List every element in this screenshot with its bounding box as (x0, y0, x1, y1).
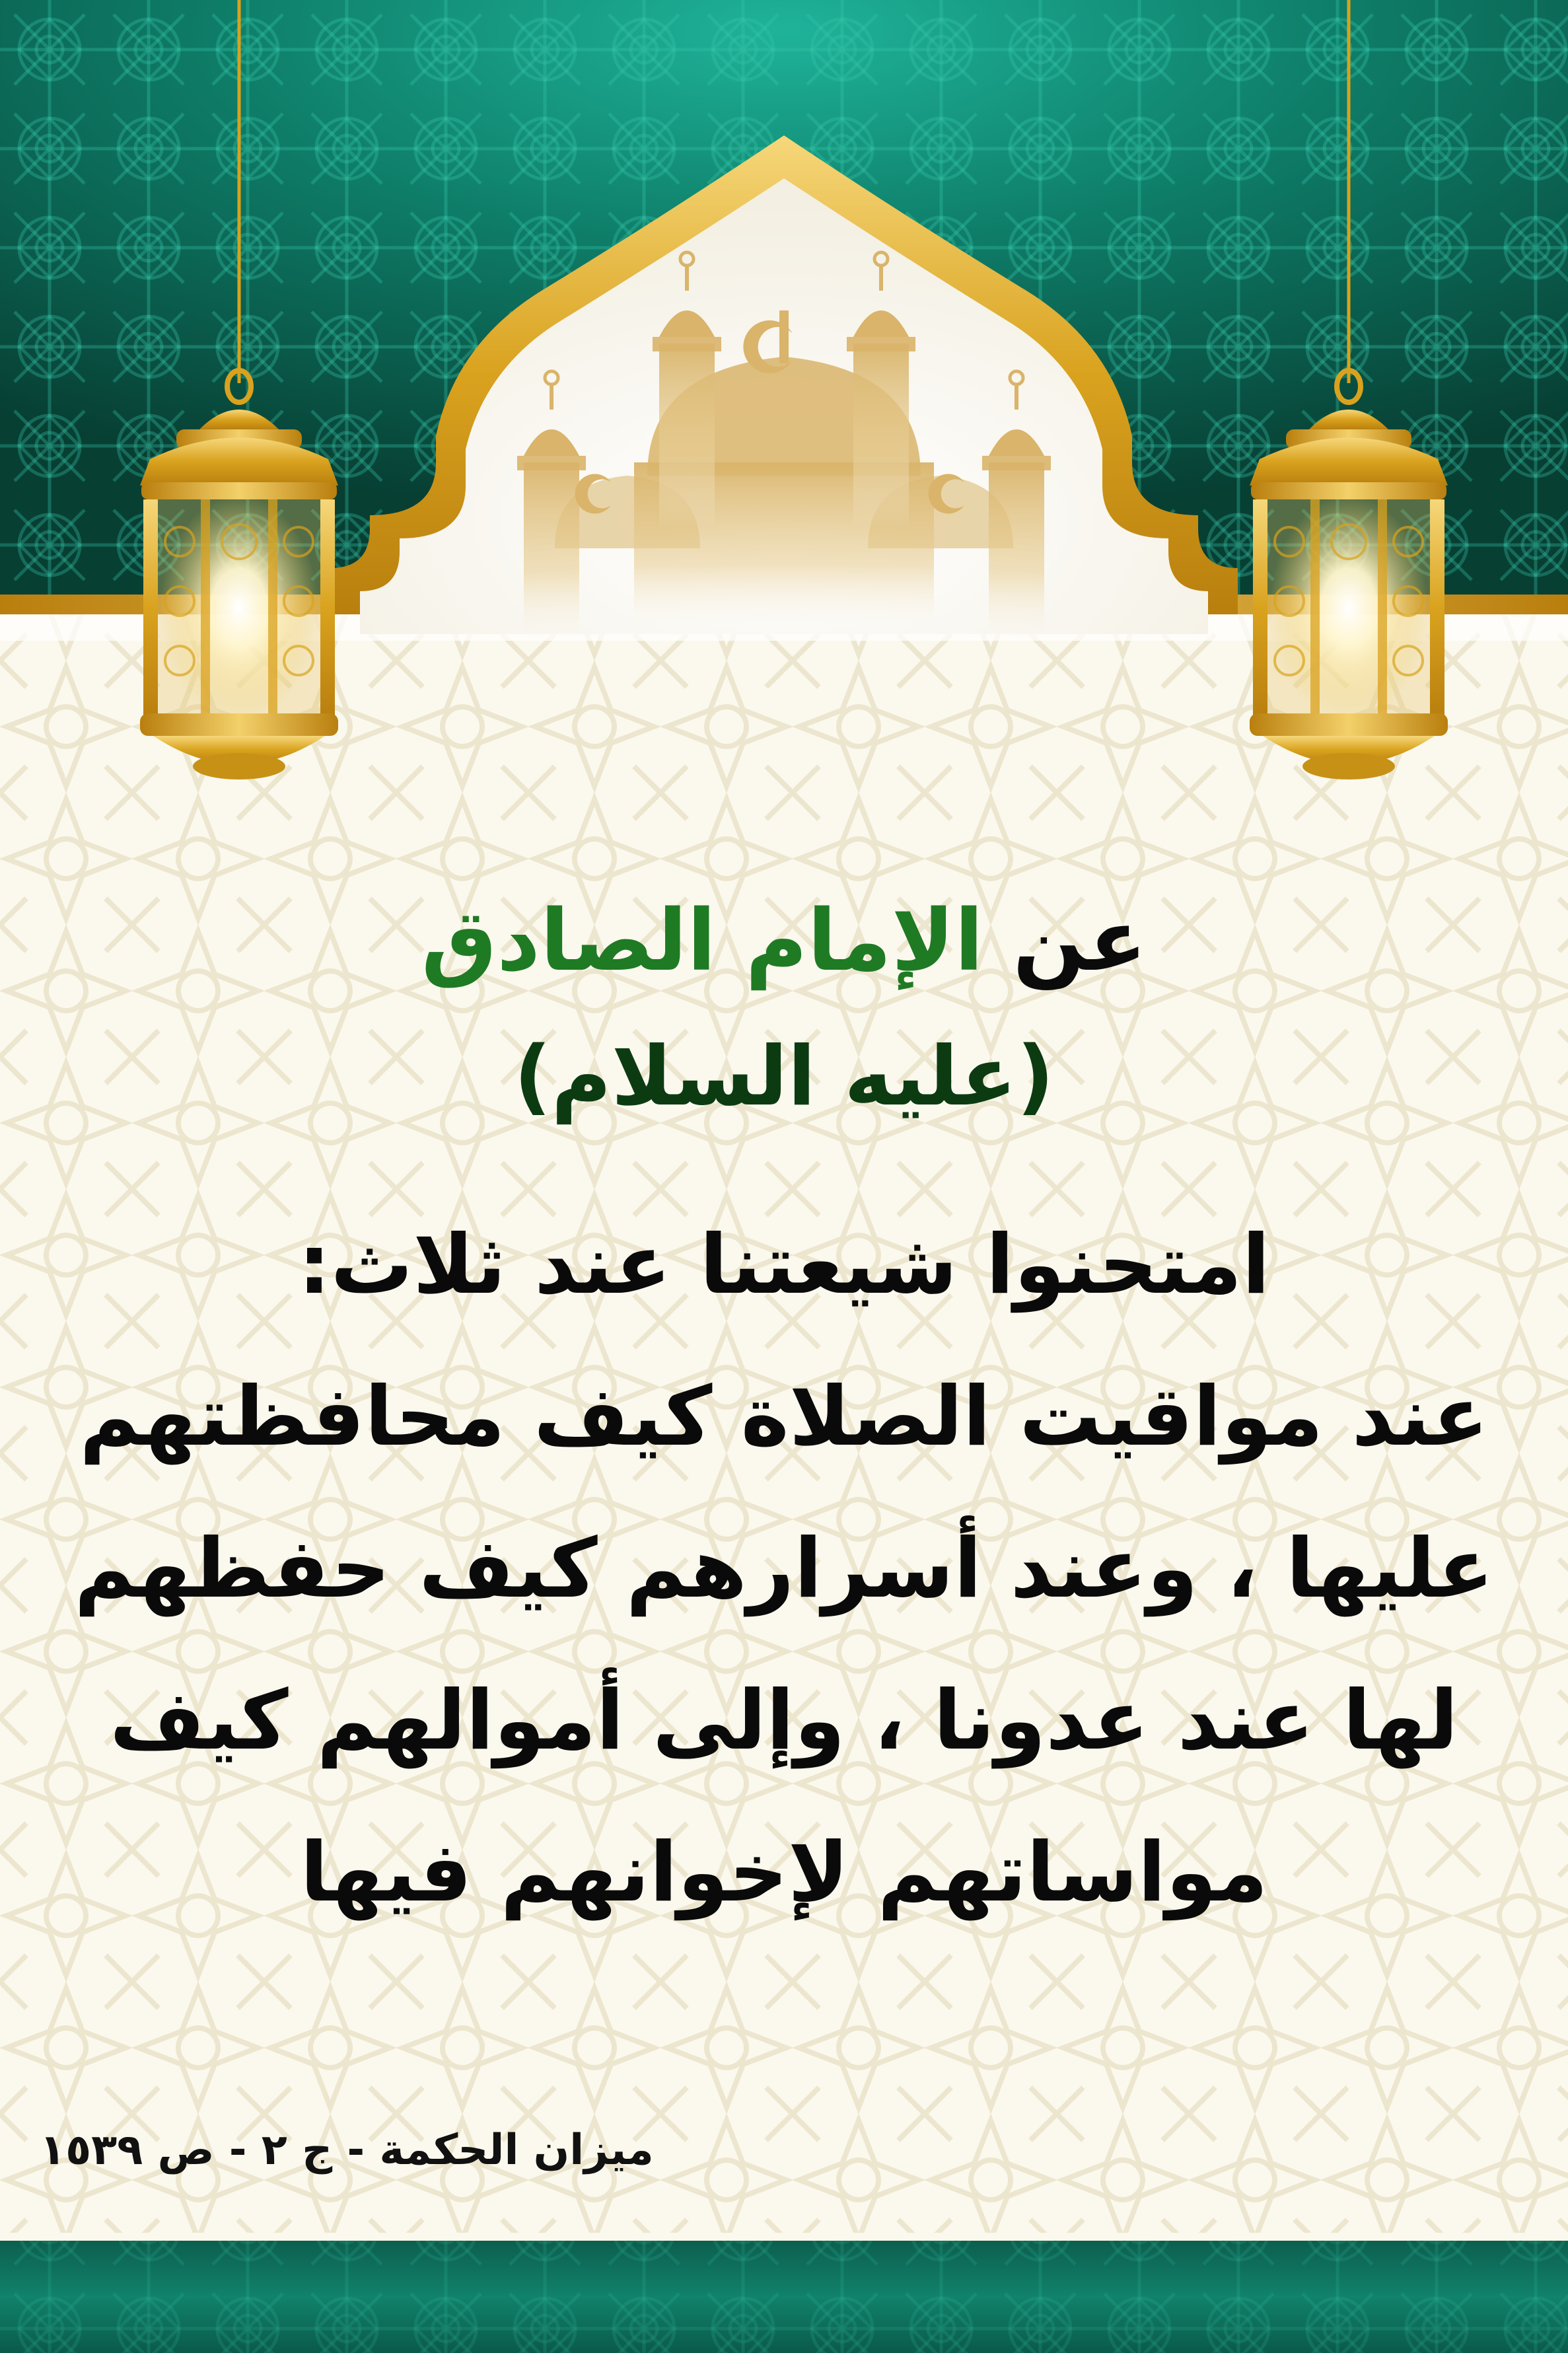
heading-prefix: عن (1013, 892, 1147, 990)
heading-honorific: (عليه السلام) (514, 1029, 1054, 1124)
source-citation: ميزان الحكمة - ج ٢ - ص ١٥٣٩ (40, 2126, 654, 2175)
hadith-line: عند مواقيت الصلاة كيف محافظتهم (79, 1369, 1489, 1465)
hadith-line: لها عند عدونا ، وإلى أموالهم كيف (110, 1673, 1458, 1768)
hadith-line: مواساتهم لإخوانهم فيها (300, 1825, 1268, 1920)
hadith-line: امتحنوا شيعتنا عند ثلاث: (298, 1217, 1270, 1313)
hadith-line: عليها ، وعند أسرارهم كيف حفظهم (74, 1521, 1494, 1616)
author-heading (0, 885, 1568, 997)
heading-imam-name: الإمام الصادق (421, 892, 983, 990)
